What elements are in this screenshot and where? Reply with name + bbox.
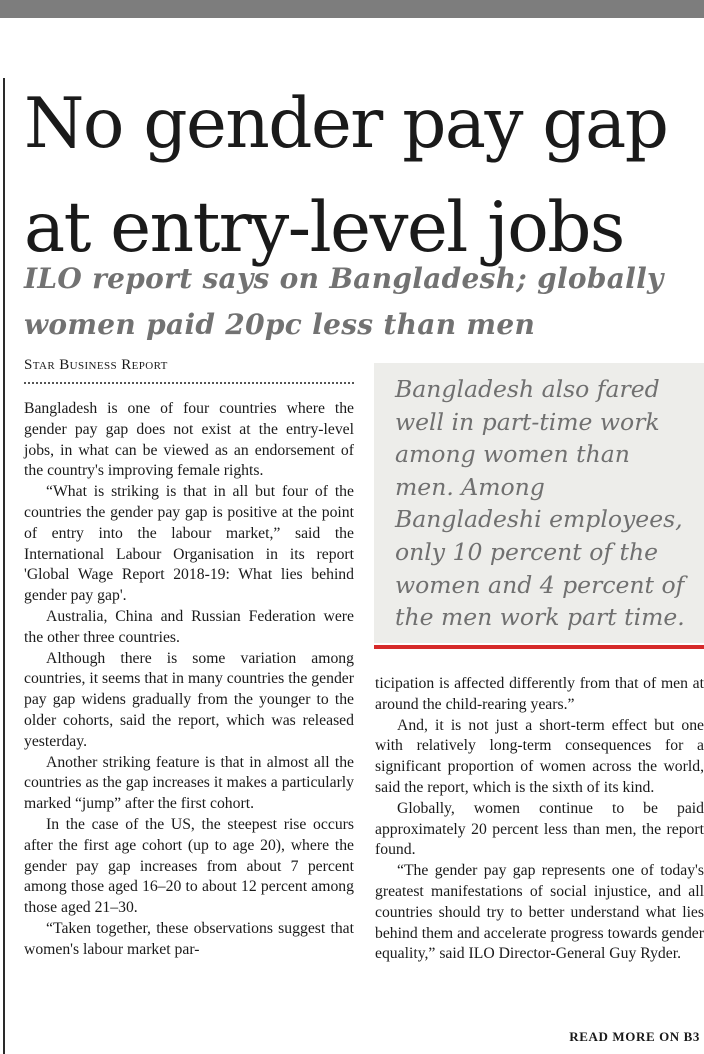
paragraph: And, it is not just a short-term effect but one with relatively long-term consequences for a significant proportion of women across the world, said the report, which is the sixth of its kind. (375, 716, 704, 796)
paragraph: Bangladesh is one of four countries where the gender pay gap does not exist at the entry-level jobs, in what can be viewed as an endorsement of the country's improving female rights. (24, 400, 354, 480)
top-banner-bar (0, 0, 704, 18)
byline: Star Business Report (24, 357, 168, 373)
headline-line-1: No gender pay gap (24, 84, 668, 164)
accent-rule (374, 645, 704, 649)
read-more-link[interactable]: READ MORE ON B3 (569, 1029, 700, 1044)
headline (24, 72, 700, 280)
paragraph: “Taken together, these observations suggest that women's labour market par- (24, 919, 354, 958)
subheadline-line-1: ILO report says on Bangladesh; globally (24, 262, 664, 295)
headline-line-2: at entry-level jobs (24, 188, 624, 268)
paragraph: “The gender pay gap represents one of today's greatest manifestations of social injustice, and all countries should try to better understand what lies behind them and accelerate progress towards gender equality,” said ILO Director-General Guy Ryder. (375, 862, 704, 963)
article-column-left (24, 399, 354, 961)
paragraph: Globally, women continue to be paid approximately 20 percent less than men, the report found. (375, 799, 704, 859)
paragraph: In the case of the US, the steepest rise occurs after the first age cohort (up to age 20), where the gender pay gap increases from about 7 percent among those aged 16–20 to about 12 percent among those aged 21–30. (24, 815, 354, 917)
pull-quote: Bangladesh also fared well in part-time work among women than men. Among Bangladeshi employees, only 10 percent of the women and 4 percent of the men work part time. (395, 375, 685, 632)
paragraph: Australia, China and Russian Federation were the other three countries. (24, 607, 354, 646)
paragraph: Another striking feature is that in almost all the countries as the gap increases it makes a particularly marked “jump” after the first cohort. (24, 753, 354, 813)
paragraph: “What is striking is that in all but four of the countries the gender pay gap is positive at the point of entry into the labour market,” said the International Labour Organisation in its report 'Global Wage Report 2018-19: What lies behind gender pay gap'. (24, 483, 354, 605)
paragraph: ticipation is affected differently from that of men at around the child-rearing years.” (375, 675, 704, 713)
subheadline (24, 256, 700, 348)
paragraph: Although there is some variation among countries, it seems that in many countries the gender pay gap widens gradually from the younger to the older cohorts, said the report, which was released yesterday. (24, 649, 354, 750)
dotted-divider (24, 382, 354, 384)
subheadline-line-2: women paid 20pc less than men (24, 308, 536, 341)
article-column-right (375, 674, 704, 965)
column-rule (3, 78, 5, 1054)
pull-quote-box (374, 363, 704, 643)
